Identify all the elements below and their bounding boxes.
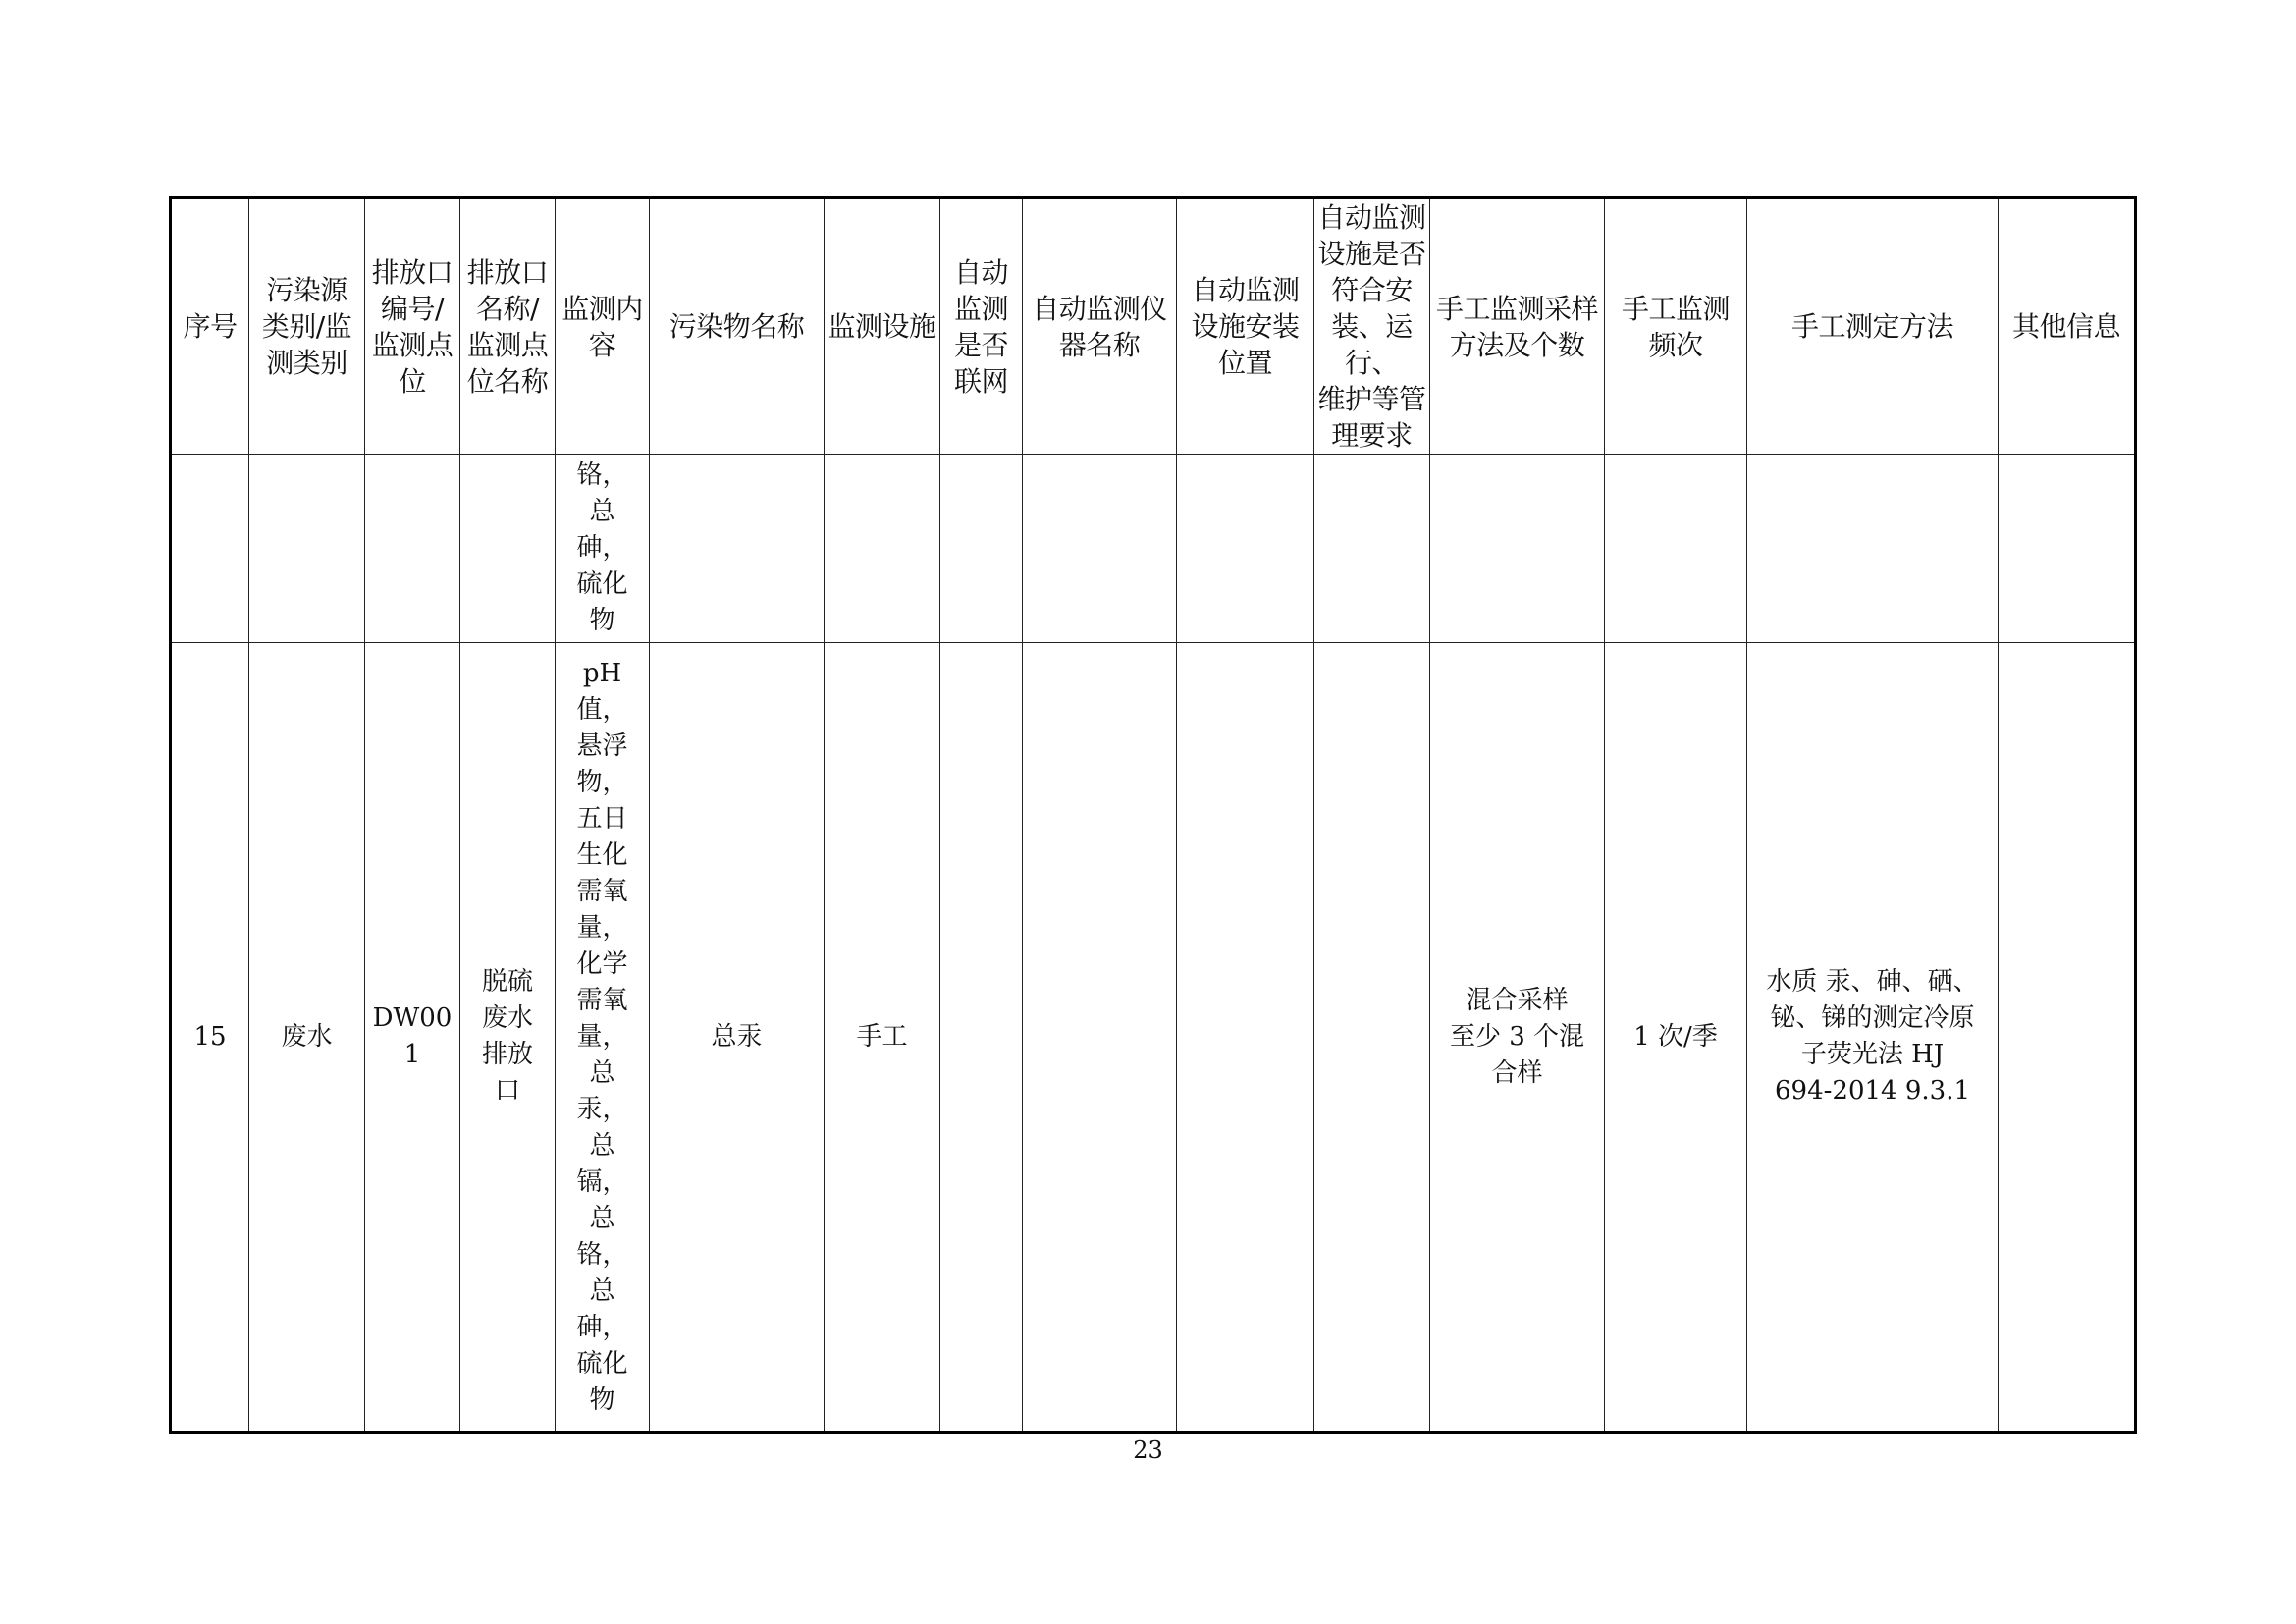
table-cell	[171, 455, 249, 643]
header-cell: 序号	[171, 198, 249, 455]
table-cell: 铬， 总 砷， 硫化 物	[556, 455, 650, 643]
table-cell	[1177, 643, 1314, 1433]
table-cell	[1314, 643, 1430, 1433]
header-row	[171, 198, 2136, 455]
table-cell	[1999, 643, 2136, 1433]
table-cell	[940, 643, 1023, 1433]
table-cell	[249, 455, 365, 643]
table-cell: pH 值， 悬浮 物， 五日 生化 需氧 量， 化学 需氧 量， 总 汞， 总 镉， 总 铬， 总 砷， 硫化 物	[556, 643, 650, 1433]
table-cell: 1 次/季	[1605, 643, 1747, 1433]
table-cell	[940, 455, 1023, 643]
table-row	[171, 455, 2136, 643]
header-cell: 污染物名称	[650, 198, 825, 455]
table-cell: 废水	[249, 643, 365, 1433]
table-cell: 手工	[825, 643, 940, 1433]
table-cell	[1023, 643, 1177, 1433]
table-cell	[650, 455, 825, 643]
table-cell: 混合采样 至少 3 个混 合样	[1430, 643, 1605, 1433]
table-row	[171, 643, 2136, 1433]
header-cell: 自动监测 设施是否 符合安 装、运行、 维护等管 理要求	[1314, 198, 1430, 455]
header-cell: 排放口 名称/ 监测点 位名称	[460, 198, 556, 455]
table-cell	[825, 455, 940, 643]
table-cell	[460, 455, 556, 643]
table-cell	[1605, 455, 1747, 643]
header-cell: 自动 监测 是否 联网	[940, 198, 1023, 455]
page-number: 23	[1133, 1436, 1163, 1464]
monitoring-table	[169, 196, 2137, 1434]
table-cell	[1747, 455, 1999, 643]
table-cell	[1999, 455, 2136, 643]
table-cell	[1023, 455, 1177, 643]
header-cell: 手工监测 频次	[1605, 198, 1747, 455]
table-cell: 脱硫 废水 排放 口	[460, 643, 556, 1433]
table-cell	[1314, 455, 1430, 643]
header-cell: 排放口 编号/ 监测点 位	[365, 198, 460, 455]
table-cell	[365, 455, 460, 643]
table-cell: DW00 1	[365, 643, 460, 1433]
header-cell: 手工测定方法	[1747, 198, 1999, 455]
table-cell	[1430, 455, 1605, 643]
header-cell: 其他信息	[1999, 198, 2136, 455]
table-cell: 水质 汞、砷、硒、 铋、锑的测定冷原 子荧光法 HJ 694-2014 9.3.1	[1747, 643, 1999, 1433]
table-cell: 15	[171, 643, 249, 1433]
header-cell: 监测内 容	[556, 198, 650, 455]
table-cell	[1177, 455, 1314, 643]
header-cell: 监测设施	[825, 198, 940, 455]
header-cell: 污染源 类别/监 测类别	[249, 198, 365, 455]
table-cell: 总汞	[650, 643, 825, 1433]
header-cell: 手工监测采样 方法及个数	[1430, 198, 1605, 455]
header-cell: 自动监测 设施安装 位置	[1177, 198, 1314, 455]
header-cell: 自动监测仪 器名称	[1023, 198, 1177, 455]
